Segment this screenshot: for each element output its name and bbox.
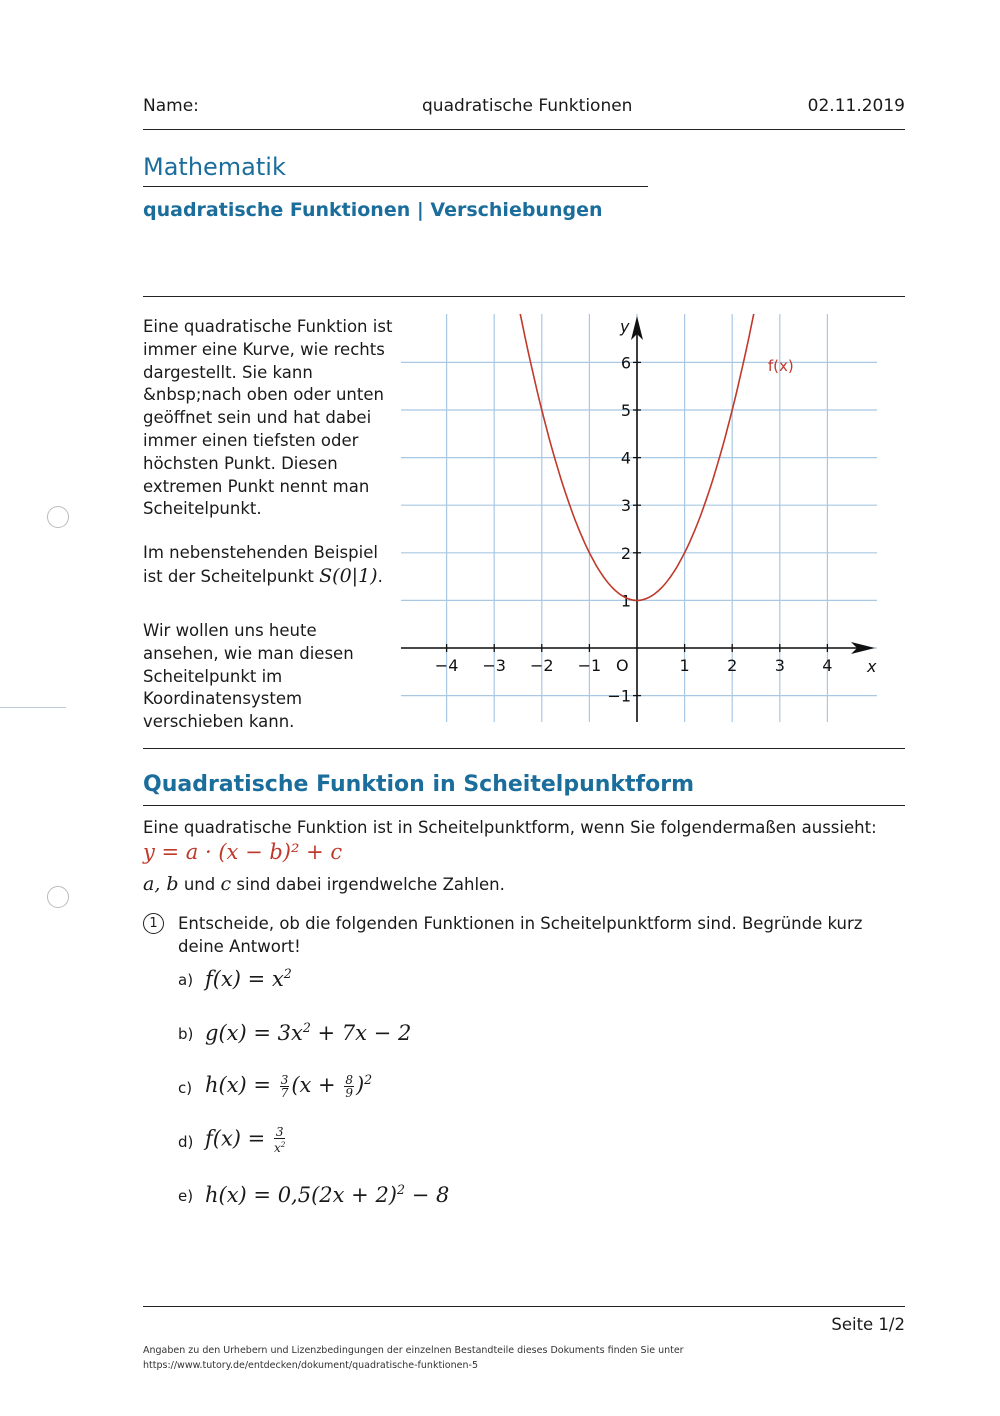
origin-label: O: [616, 656, 629, 675]
subject-underline: [143, 186, 648, 187]
intro-paragraph-3: [143, 620, 403, 734]
x-tick-label: −2: [530, 656, 554, 675]
vertex-form-formula: y = a · (x − b)² + c: [143, 840, 343, 864]
subtask-formula-c: h(x) = $\frac{3}{7}$ (x + $\frac{8}{9}$ )$^2$: [205, 1072, 373, 1100]
task-instruction: Entscheide, ob die folgenden Funktionen in Scheitelpunktform sind. Begründe kurz deine Antwort!: [178, 914, 863, 956]
intro-line: geöffnet sein und hat dabei: [143, 408, 372, 428]
subtask-label-c: c): [178, 1079, 193, 1097]
intro-text: ist der Scheitelpunkt: [143, 566, 320, 586]
subtask-label-b: b): [178, 1025, 194, 1043]
subtask-formula-d: f(x) = $\frac{3}{x^2}$: [205, 1125, 286, 1155]
header-topic: quadratische Funktionen: [422, 96, 633, 116]
y-tick-label: 3: [620, 496, 631, 516]
x-tick-label: 2: [727, 656, 738, 675]
page-number: Seite 1/2: [831, 1315, 905, 1334]
series-label-f: f(x): [767, 356, 794, 375]
intro-paragraph-2: [143, 542, 403, 589]
punch-hole-bottom: [47, 886, 69, 908]
section-text: Eine quadratische Funktion ist in Scheitelpunktform, wenn Sie folgendermaßen aussieht:: [143, 818, 877, 837]
y-tick-label: 4: [620, 448, 631, 468]
intro-text: .: [377, 566, 383, 586]
var-c: c: [220, 873, 232, 895]
intro-line: höchsten Punkt. Diesen: [143, 453, 338, 473]
var-b: b: [166, 873, 179, 895]
license-note-line2: https://www.tutory.de/entdecken/dokument/quadratische-funktionen-5: [143, 1360, 478, 1371]
intro-line: [143, 565, 403, 589]
intro-line: immer eine Kurve, wie rechts: [143, 339, 385, 359]
x-tick-label: 4: [822, 656, 833, 675]
intro-line: ansehen, wie man diesen: [143, 643, 354, 663]
header-rule: [143, 129, 905, 130]
vars-suffix: sind dabei irgendwelche Zahlen.: [236, 875, 505, 894]
intro-line: Wir wollen uns heute: [143, 621, 317, 640]
fraction: $\frac{3}{x^2}$: [273, 1125, 286, 1155]
intro-line: Koordinatensystem: [143, 689, 303, 709]
x-tick-label: −1: [577, 656, 602, 675]
vars-text: und: [183, 875, 216, 894]
header-date: 02.11.2019: [807, 96, 905, 116]
y-tick-label: 1: [620, 591, 631, 611]
parabola-chart: [395, 308, 885, 728]
x-tick-label: 3: [774, 656, 785, 675]
subtask-formula-a: $f(x) = x^2$: [205, 966, 292, 991]
y-tick-label: 5: [620, 401, 631, 420]
footer-rule: [143, 1306, 905, 1307]
variables-note: a, b und c sind dabei irgendwelche Zahlen.: [143, 873, 505, 895]
intro-line: Im nebenstehenden Beispiel: [143, 543, 378, 562]
var-a: a: [143, 873, 155, 895]
x-axis-label: x: [867, 657, 877, 676]
intro-bottom-rule: [143, 748, 905, 749]
intro-line: immer einen tiefsten oder: [143, 430, 359, 450]
intro-line: dargestellt. Sie kann: [143, 362, 313, 382]
subtitle: quadratische Funktionen | Verschiebungen: [143, 199, 603, 221]
x-tick-label: −4: [434, 656, 459, 675]
fraction: $\frac{3}{7}$: [280, 1073, 289, 1100]
subtask-label-d: d): [178, 1133, 194, 1151]
subtask-label-e: e): [178, 1187, 194, 1205]
subject-title: Mathematik: [143, 153, 286, 181]
intro-top-rule: [143, 296, 905, 297]
y-tick-label: −1: [607, 686, 631, 706]
subtask-formula-e: $h(x) = 0,5(2x + 2)^2 - 8$: [205, 1182, 450, 1207]
section-rule: [143, 805, 905, 806]
y-tick-label: 2: [620, 543, 631, 563]
section-title: Quadratische Funktion in Scheitelpunktform: [143, 772, 694, 797]
intro-line: Eine quadratische Funktion ist: [143, 317, 393, 336]
fraction: $\frac{8}{9}$: [345, 1073, 353, 1100]
license-note-line1: Angaben zu den Urhebern und Lizenzbedingungen der einzelnen Bestandteile dieses Dokuments finden Sie unter: [143, 1345, 684, 1356]
fold-mark: [0, 707, 66, 708]
vertex-notation: S(0|1): [319, 564, 378, 587]
task-number-badge: 1: [143, 913, 164, 934]
intro-line: Scheitelpunkt.: [143, 499, 262, 519]
intro-line: &nbsp;nach oben oder unten: [143, 385, 384, 405]
intro-line: verschieben kann.: [143, 712, 295, 732]
intro-line: extremen Punkt nennt man: [143, 476, 370, 496]
subtask-formula-b: $g(x) = 3x^2 + 7x - 2$: [205, 1020, 412, 1045]
name-label: Name:: [143, 96, 199, 116]
x-tick-label: −3: [482, 656, 506, 675]
subtask-label-a: a): [178, 971, 194, 989]
x-tick-label: 1: [679, 656, 690, 675]
y-tick-label: 6: [620, 353, 631, 373]
intro-paragraph-1: [143, 316, 403, 521]
intro-line: Scheitelpunkt im: [143, 666, 283, 686]
punch-hole-top: [47, 506, 69, 528]
y-axis-label: y: [620, 317, 630, 336]
